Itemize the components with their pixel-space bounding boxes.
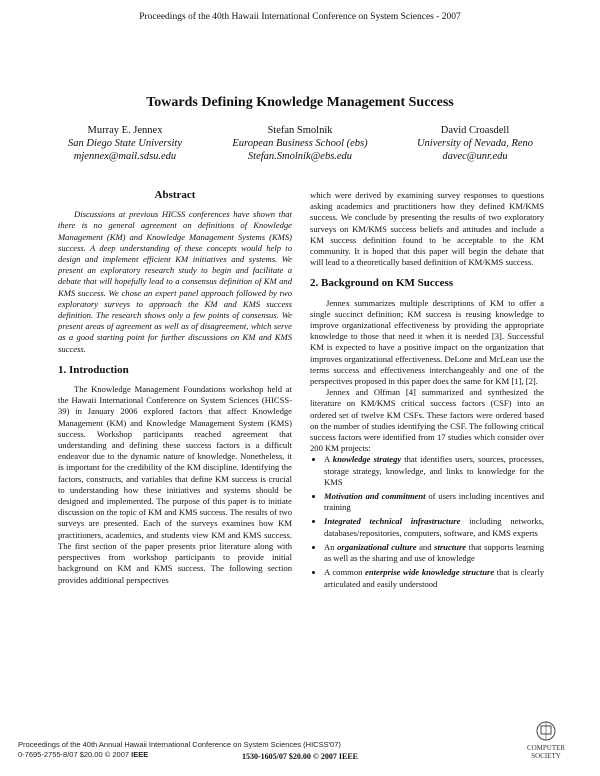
abstract-text: Discussions at previous HICSS conferences have shown that there is no general agreement on definitions of Knowledge Management (KM) and Knowledge Management Systems (KMS) success. A deep understanding of these concepts would help to design and implement efficient KM initiatives and systems. We present an exploratory research study to begin and facilitate a debate that will hopefully lead to a consensus definition of KM and KMS success. We chose an expert panel approach followed by two exploratory surveys to approach the KM and KMS success definition. The research shows only a few points of consensus. We present areas of agreement as well as of disagreement, which serve as a good starting point for further discussions on KM and KMS success. xyxy=(58,209,292,354)
ieee-mark: IEEE xyxy=(131,749,149,759)
author-affiliation: University of Nevada, Reno xyxy=(416,138,534,149)
author-name: Stefan Smolnik xyxy=(267,125,333,136)
author-affiliation: European Business School (ebs) xyxy=(232,138,368,149)
background-paragraph-2: Jennex and Olfman [4] summarized and synthesized the literature on KM/KMS critical success factors (CSF) into an ordered set of twelve KM CSFs. These factors were ordered based on the number of studies identifying the CSF. The following critical success factors were identified from 17 studies which consider over 200 KM projects: xyxy=(310,387,544,454)
list-item: • Integrated technical infrastructure including networks, databases/repositories, computers, software, and KMS experts xyxy=(324,516,544,538)
computer-society-icon xyxy=(533,720,559,742)
introduction-text: The Knowledge Management Foundations workshop held at the Hawaii International Conference on System Sciences (HICSS-39) in January 2006 explored factors that affect Knowledge Management (KM) and Knowledge Management System (KMS) success. Workshop participants reached agreement that understanding and defining these success factors is a difficult endeavor due to the dynamic nature of knowledge. Nonetheless, it is important for the credibility of the KM discipline. Identifying the factors, constructs, and variables that define KM success is crucial to understanding how these initiatives and systems should be designed and implemented. The purpose of this paper is to initiate discussion on the topic of KM and KMS success. The results of two surveys are presented. Each of the surveys examines how KM practitioners, academics, and students view KM and KMS success. The first section of the paper presents prior literature along with perspectives from workshop participants to provide initial background on KM and KMS success. The following section provides additional perspectives xyxy=(58,384,292,585)
author-name: David Croasdell xyxy=(440,125,510,136)
author-email: mjennex@mail.sdsu.edu xyxy=(73,151,177,162)
computer-society-logo xyxy=(516,720,576,760)
abstract-heading: Abstract xyxy=(154,189,196,201)
footer-line-2: 0-7695-2755-8/07 $20.00 © 2007 IEEE xyxy=(18,749,149,759)
list-item: • A common enterprise wide knowledge structure that is clearly articulated and easily understood xyxy=(324,567,544,589)
background-paragraph-1: Jennex summarizes multiple descriptions of KM to offer a single succinct definition; KM success is reusing knowledge to improve organizational effectiveness by providing the appropriate knowledge to those that need it when it is needed [3]. Successful KM is expected to have a positive impact on the organization that improves organizational effectiveness. DeLone and McLean use the terms success and effectiveness interchangeably and one of the perspectives proposed in this paper does the same for KM [1], [2]. xyxy=(310,297,544,387)
footer-copyright: 1530-1605/07 $20.00 © 2007 IEEE xyxy=(242,752,358,761)
left-column xyxy=(58,190,292,586)
author-email: Stefan.Smolnik@ebs.edu xyxy=(247,151,353,162)
author-3 xyxy=(390,124,560,163)
author-1 xyxy=(40,124,210,163)
introduction-continued: which were derived by examining survey responses to questions asking academics and practitioners how they defined KM/KMS success. We conclude by presenting the results of two exploratory surveys on KM/KMS success beliefs and attitudes and include a KM success definition found to be acceptable to the KM community. It is hoped that this paper will begin the debate that will lead to a theoretically based definition of KM/KMS success. xyxy=(310,190,544,268)
running-header: Proceedings of the 40th Hawaii International Conference on System Sciences - 2007 xyxy=(139,12,461,22)
list-item: • Motivation and commitment of users including incentives and training xyxy=(324,491,544,513)
footer-line-1: Proceedings of the 40th Annual Hawaii International Conference on System Sciences (HICSS'07) xyxy=(18,740,341,749)
right-column xyxy=(310,190,544,593)
introduction-heading: 1. Introduction xyxy=(58,363,129,376)
csf-list xyxy=(310,454,544,589)
background-heading: 2. Background on KM Success xyxy=(310,277,454,290)
author-affiliation: San Diego State University xyxy=(67,138,183,149)
list-item: • A knowledge strategy that identifies users, sources, processes, storage strategy, knowledge, and links to knowledge for the KMS xyxy=(324,454,544,488)
author-2 xyxy=(215,124,385,163)
author-email: davec@unr.edu xyxy=(442,151,508,162)
list-item: • An organizational culture and structure that supports learning as well as the sharing and use of knowledge xyxy=(324,542,544,564)
logo-text: COMPUTER SOCIETY xyxy=(526,744,566,760)
author-name: Murray E. Jennex xyxy=(87,125,163,136)
paper-title: Towards Defining Knowledge Management Success xyxy=(146,95,454,110)
author-block xyxy=(40,124,560,163)
